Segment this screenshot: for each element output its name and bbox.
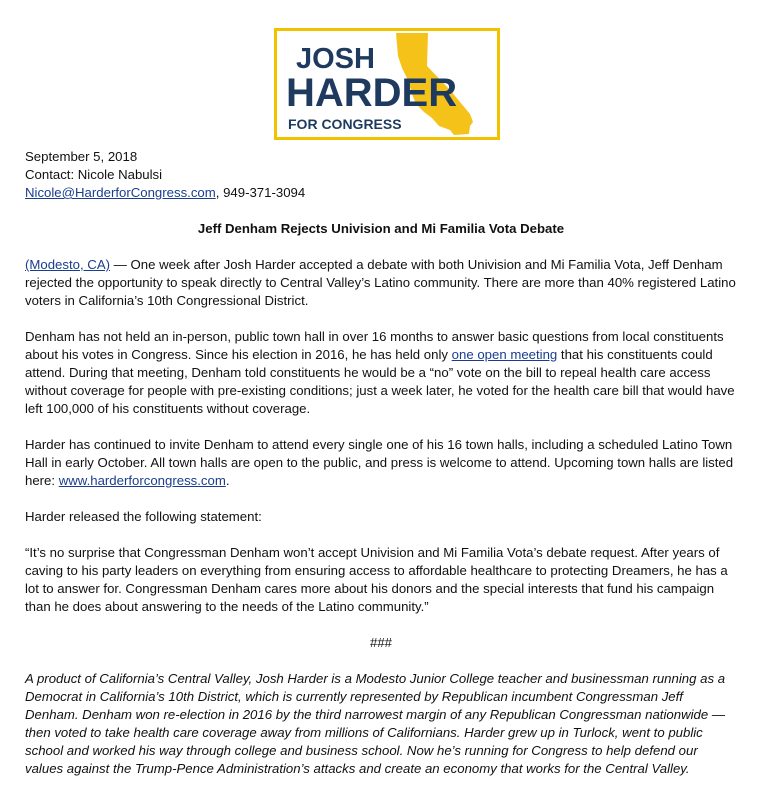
logo-line-for-congress: FOR CONGRESS: [288, 116, 402, 132]
candidate-bio: A product of California’s Central Valley, Josh Harder is a Modesto Junior College teacher and businessman running as a Democrat in California’s 10th District, which is currently represented by Republican incumbent Congressman Jeff Denham. Denham won re-election in 2016 by the third narrowest margin of any Republican Congressman nationwide — then voted to take health care coverage away from millions of Californians. Harder grew up in Turlock, went to public school and worked his way through college and business school. Now he’s running for Congress to help defend our values against the Trump-Pence Administration’s attacks and create an economy that works for the Central Valley.: [25, 671, 726, 776]
press-release: [25, 148, 737, 796]
contact-email-link[interactable]: Nicole@HarderforCongress.com: [25, 185, 216, 200]
paragraph-2: [25, 328, 737, 418]
logo-line-harder: HARDER: [286, 71, 458, 115]
contact-block: [25, 148, 737, 202]
paragraph-1-text: — One week after Josh Harder accepted a debate with both Univision and Mi Familia Vota, Jeff Denham rejected the opportunity to speak directly to Central Valley’s Latino community. There are more than 40% registered Latino voters in California’s 10th Congressional District.: [25, 257, 736, 308]
contact-line: [25, 184, 737, 202]
paragraph-4: Harder released the following statement:: [25, 509, 262, 524]
paragraph-2-text-before: Denham has not held an in-person, public town hall in over 16 months to answer basic questions from local constituents about his votes in Congress. Since his election in 2016, he has held only: [25, 329, 724, 362]
statement-quote: “It’s no surprise that Congressman Denham won’t accept Univision and Mi Familia Vota’s debate request. After years of caving to his party leaders on everything from ensuring access to affordable healthcare to protecting Dreamers, he has a lot to answer for. Congressman Denham cares more about his donors and the special interests that fund his campaign than he does about answering to the needs of the Latino community.”: [25, 545, 728, 614]
paragraph-1: [25, 256, 737, 310]
paragraph-3-text-after: .: [225, 473, 230, 488]
paragraph-3: [25, 436, 737, 490]
open-meeting-link[interactable]: one open meeting: [451, 347, 558, 362]
separator: ###: [369, 635, 392, 650]
paragraph-2-text-after: that his constituents could attend. During that meeting, Denham told constituents he would be a “no” vote on the bill to repeal health care access without coverage for people with pre-existing conditions; just a week later, he voted for the health care bill that would have left 100,000 of his constituents without coverage.: [25, 347, 735, 416]
dateline-link[interactable]: (Modesto, CA): [25, 257, 111, 272]
headline: Jeff Denham Rejects Univision and Mi Familia Vota Debate: [197, 221, 565, 236]
contact-name: Contact: Nicole Nabulsi: [25, 167, 163, 182]
logo-line-josh: JOSH: [296, 43, 375, 75]
contact-phone: , 949-371-3094: [215, 185, 306, 200]
campaign-logo-graphic: [274, 28, 500, 140]
paragraph-3-text-before: Harder has continued to invite Denham to attend every single one of his 16 town halls, including a scheduled Latino Town Hall in early October. All town halls are open to the public, and press is welcome to attend. Upcoming town halls are listed here:: [25, 437, 734, 488]
website-link[interactable]: www.harderforcongress.com: [58, 473, 226, 488]
release-date: September 5, 2018: [25, 149, 138, 164]
campaign-logo: [274, 28, 500, 140]
